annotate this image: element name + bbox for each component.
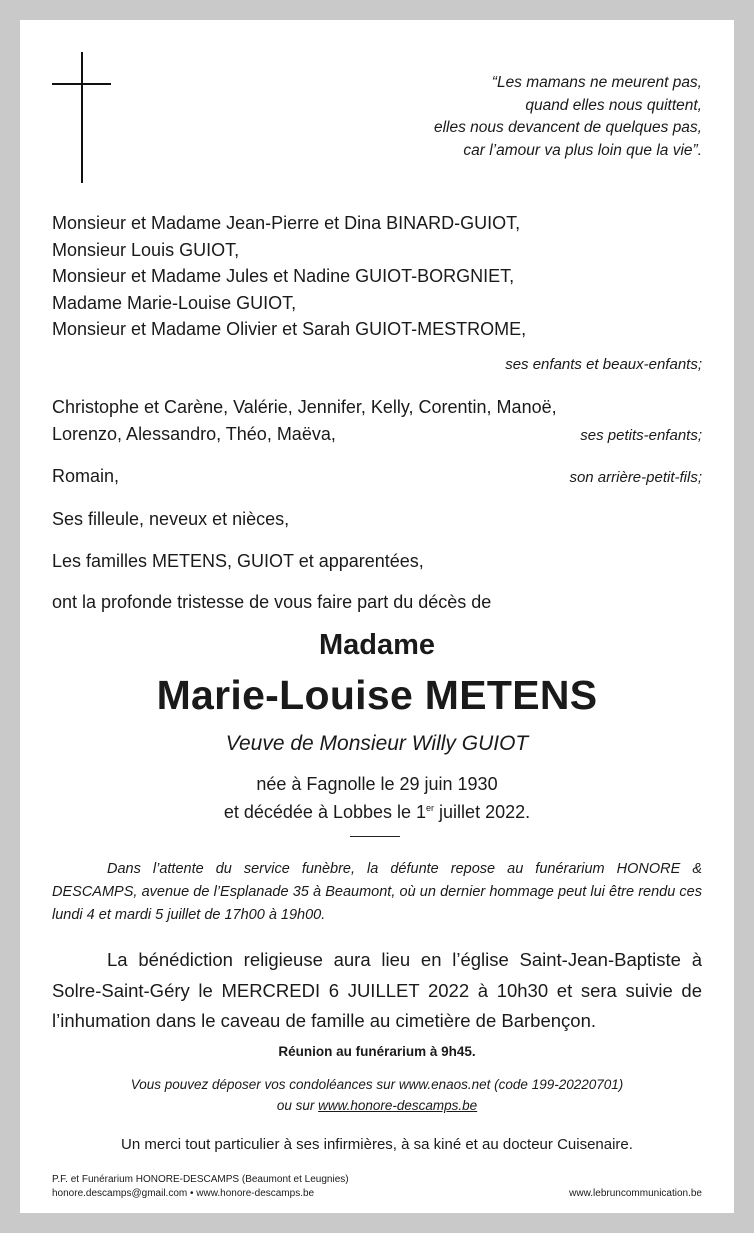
quote-line: elles nous devancent de quelques pas, bbox=[433, 119, 702, 136]
ceremony-paragraph: La bénédiction religieuse aura lieu en l’église Saint-Jean-Baptiste à Solre-Saint-Géry le MERCREDI 6 JUILLET 2022 à 10h30 et sera suivie de l’inhumation dans le caveau de famille au cimetière de Barbençon. bbox=[52, 949, 702, 1031]
obituary-card bbox=[20, 20, 734, 1213]
cross-icon-bar bbox=[52, 83, 111, 85]
death-ordinal: er bbox=[426, 803, 435, 813]
godchildren-line: Ses filleule, neveux et nièces, bbox=[52, 509, 290, 529]
children-list bbox=[52, 210, 526, 343]
honore-descamps-link[interactable]: www.honore-descamps.be bbox=[318, 1098, 478, 1113]
family-member: Monsieur Louis GUIOT, bbox=[52, 239, 240, 260]
family-member: Monsieur et Madame Jean-Pierre et Dina BINARD-GUIOT, bbox=[52, 213, 521, 233]
reunion-line: Réunion au funérarium à 9h45. bbox=[278, 1044, 476, 1059]
death-line bbox=[20, 798, 734, 826]
death-prefix: et décédée à Lobbes le 1 bbox=[223, 802, 427, 822]
great-grandchild-role: son arrière-petit-fils; bbox=[569, 469, 702, 486]
death-suffix: juillet 2022. bbox=[434, 802, 531, 822]
footer-line: P.F. et Funérarium HONORE-DESCAMPS (Beaumont et Leugnies) bbox=[52, 1174, 349, 1185]
condolences-block bbox=[20, 1074, 734, 1116]
widow-of: Veuve de Monsieur Willy GUIOT bbox=[225, 732, 529, 755]
cross-icon bbox=[81, 52, 83, 183]
great-grandchild-name: Romain, bbox=[52, 466, 120, 486]
viewing-paragraph: Dans l’attente du service funèbre, la défunte repose au funérarium HONORE & DESCAMPS, avenue de l’Esplanade 35 à Beaumont, où un dernier hommage peut lui être rendu ces lundi 4 et mardi 5 juillet de 17h00 à 19h00. bbox=[52, 861, 702, 923]
grandchildren-line: Lorenzo, Alessandro, Théo, Maëva, bbox=[52, 424, 336, 444]
condolences-line-2 bbox=[20, 1095, 734, 1116]
condolences-prefix: ou sur bbox=[276, 1098, 319, 1113]
quote-line: quand elles nous quittent, bbox=[525, 96, 702, 114]
divider bbox=[350, 836, 400, 837]
condolences-line: Vous pouvez déposer vos condoléances sur www.enaos.net (code 199-20220701) bbox=[130, 1077, 624, 1092]
grandchildren-line: Christophe et Carène, Valérie, Jennifer, Kelly, Corentin, Manoë, bbox=[52, 397, 557, 417]
grandchildren-role: ses petits-enfants; bbox=[580, 427, 702, 444]
quote-line: car l’amour va plus loin que la vie”. bbox=[463, 141, 702, 159]
quote-line: “Les mamans ne meurent pas, bbox=[491, 74, 702, 91]
footer-credit: www.lebruncommunication.be bbox=[569, 1188, 702, 1199]
announcement-line: ont la profonde tristesse de vous faire part du décès de bbox=[52, 592, 492, 612]
family-member: Madame Marie-Louise GUIOT, bbox=[52, 292, 297, 313]
footer-line: honore.descamps@gmail.com • www.honore-descamps.be bbox=[52, 1188, 315, 1199]
footer-contact bbox=[52, 1173, 349, 1201]
family-member: Monsieur et Madame Jules et Nadine GUIOT-BORGNIET, bbox=[52, 266, 515, 286]
epigraph-quote bbox=[434, 72, 702, 162]
families-line: Les familles METENS, GUIOT et apparentées, bbox=[52, 551, 424, 571]
children-role: ses enfants et beaux-enfants; bbox=[505, 356, 702, 373]
thanks-line: Un merci tout particulier à ses infirmières, à sa kiné et au docteur Cuisenaire. bbox=[121, 1136, 633, 1153]
birth-line: née à Fagnolle le 29 juin 1930 bbox=[256, 774, 498, 794]
deceased-title: Madame bbox=[318, 629, 436, 661]
deceased-name: Marie-Louise METENS bbox=[156, 672, 598, 718]
family-member: Monsieur et Madame Olivier et Sarah GUIOT-MESTROME, bbox=[52, 319, 527, 339]
